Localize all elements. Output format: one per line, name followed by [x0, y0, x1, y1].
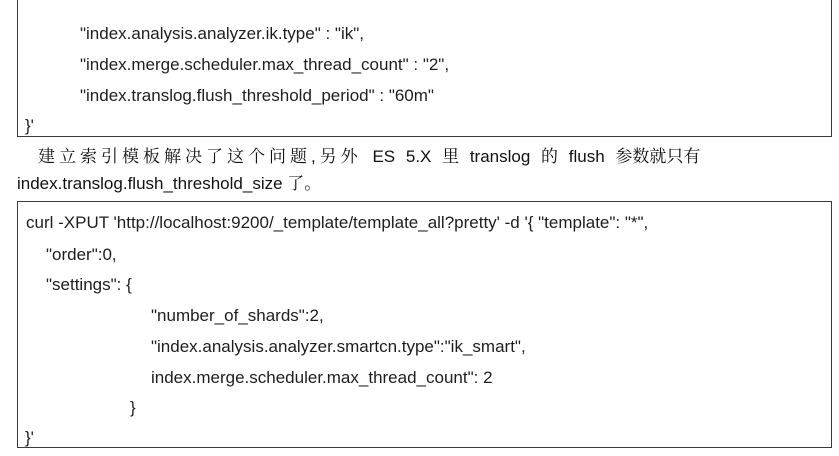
paragraph-text: ES 5.X 里 translog 的 flush 参数就只有	[361, 147, 701, 166]
code-line: "index.merge.scheduler.max_thread_count" : "2",	[80, 55, 450, 74]
code-line: "index.analysis.analyzer.smartcn.type":"ik_smart",	[151, 337, 526, 356]
code-line: }'	[25, 428, 34, 447]
code-line: "index.analysis.analyzer.ik.type" : "ik",	[80, 24, 364, 43]
paragraph-cjk-text: 建立索引模板解决了这个问题,另外	[38, 147, 362, 166]
code-line: }	[130, 398, 136, 417]
code-line: curl -XPUT 'http://localhost:9200/_template/template_all?pretty' -d '{ "template": "*",	[26, 213, 649, 232]
body-paragraph-line-1	[38, 146, 832, 168]
code-line: "number_of_shards":2,	[151, 306, 324, 325]
code-line: "index.translog.flush_threshold_period" : "60m"	[80, 86, 434, 105]
code-line: "order":0,	[46, 245, 117, 264]
body-paragraph-line-2: index.translog.flush_threshold_size 了。	[17, 174, 322, 193]
code-block-template-curl	[17, 201, 832, 448]
code-line: }'	[25, 116, 34, 135]
code-line: index.merge.scheduler.max_thread_count": 2	[151, 368, 493, 387]
code-block-index-settings	[17, 0, 832, 137]
code-line: "settings": {	[46, 275, 132, 294]
